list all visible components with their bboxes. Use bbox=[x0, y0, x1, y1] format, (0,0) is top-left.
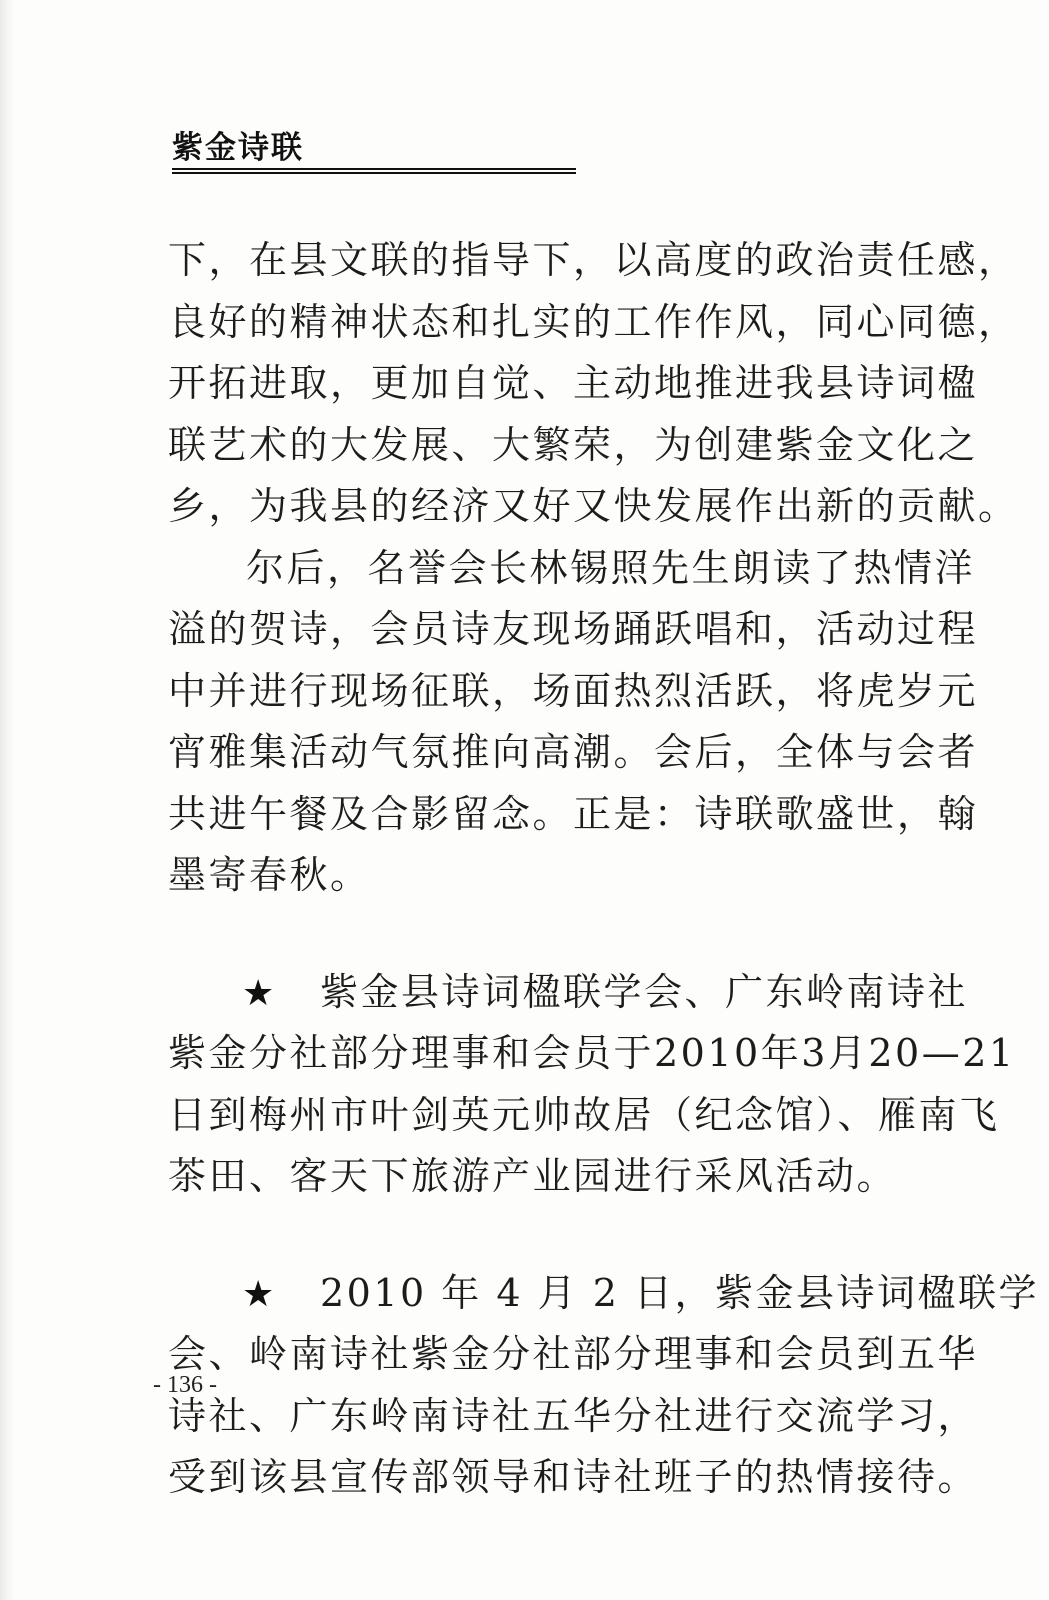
text-line: 宵雅集活动气氛推向高潮。会后，全体与会者 bbox=[168, 730, 979, 774]
text-line: 墨寄春秋。 bbox=[168, 853, 371, 897]
text-line: 共进午餐及合影留念。正是：诗联歌盛世，翰 bbox=[168, 791, 979, 836]
text-line: 联艺术的大发展、大繁荣，为创建紫金文化之 bbox=[168, 422, 979, 467]
text-line bbox=[168, 1263, 1039, 1325]
scan-edge bbox=[0, 0, 14, 1600]
text-line: 中并进行现场征联，场面热烈活跃，将虎岁元 bbox=[168, 668, 979, 713]
text-line: 会、岭南诗社紫金分社部分理事和会员到五华 bbox=[168, 1332, 979, 1376]
text-line: 茶田、客天下旅游产业园进行采风活动。 bbox=[168, 1154, 898, 1198]
text-line: 日到梅州市叶剑英元帅故居（纪念馆）、雁南飞 bbox=[168, 1092, 1000, 1137]
news-item-1 bbox=[168, 962, 1016, 1208]
header-title: 紫金诗联 bbox=[172, 130, 304, 166]
paragraph-2 bbox=[168, 538, 979, 907]
star-bullet-icon: ★ bbox=[242, 972, 277, 1014]
text-line: 紫金分社部分理事和会员于2010年3月20—21 bbox=[168, 1031, 1016, 1075]
news-item-2 bbox=[168, 1263, 1039, 1509]
text-line: 受到该县宣传部领导和诗社班子的热情接待。 bbox=[168, 1455, 979, 1499]
text-line-content: 2010 年 4 月 2 日，紫金县诗词楹联学 bbox=[320, 1270, 1039, 1315]
page-body bbox=[168, 230, 1039, 1509]
text-line: 尔后，名誉会长林锡照先生朗读了热情洋 bbox=[246, 545, 976, 590]
header-rule bbox=[172, 168, 576, 174]
section-gap bbox=[168, 907, 966, 962]
text-line: 下，在县文联的指导下，以高度的政治责任感， bbox=[168, 238, 1019, 282]
text-line: 诗社、广东岭南诗社五华分社进行交流学习， bbox=[168, 1393, 979, 1438]
paragraph-1 bbox=[168, 230, 1019, 538]
section-gap bbox=[168, 1208, 966, 1263]
text-line-content: 紫金县诗词楹联学会、广东岭南诗社 bbox=[320, 969, 969, 1014]
text-line: 开拓进取，更加自觉、主动地推进我县诗词楹 bbox=[168, 361, 979, 405]
text-line: 溢的贺诗，会员诗友现场踊跃唱和，活动过程 bbox=[168, 607, 979, 651]
running-header bbox=[172, 128, 582, 174]
text-line: 良好的精神状态和扎实的工作作风，同心同德， bbox=[168, 299, 1019, 344]
page-number: - 136 - bbox=[153, 1372, 217, 1398]
text-line bbox=[168, 962, 969, 1024]
text-line: 乡，为我县的经济又好又快发展作出新的贡献。 bbox=[168, 484, 1019, 528]
star-bullet-icon: ★ bbox=[242, 1273, 277, 1315]
